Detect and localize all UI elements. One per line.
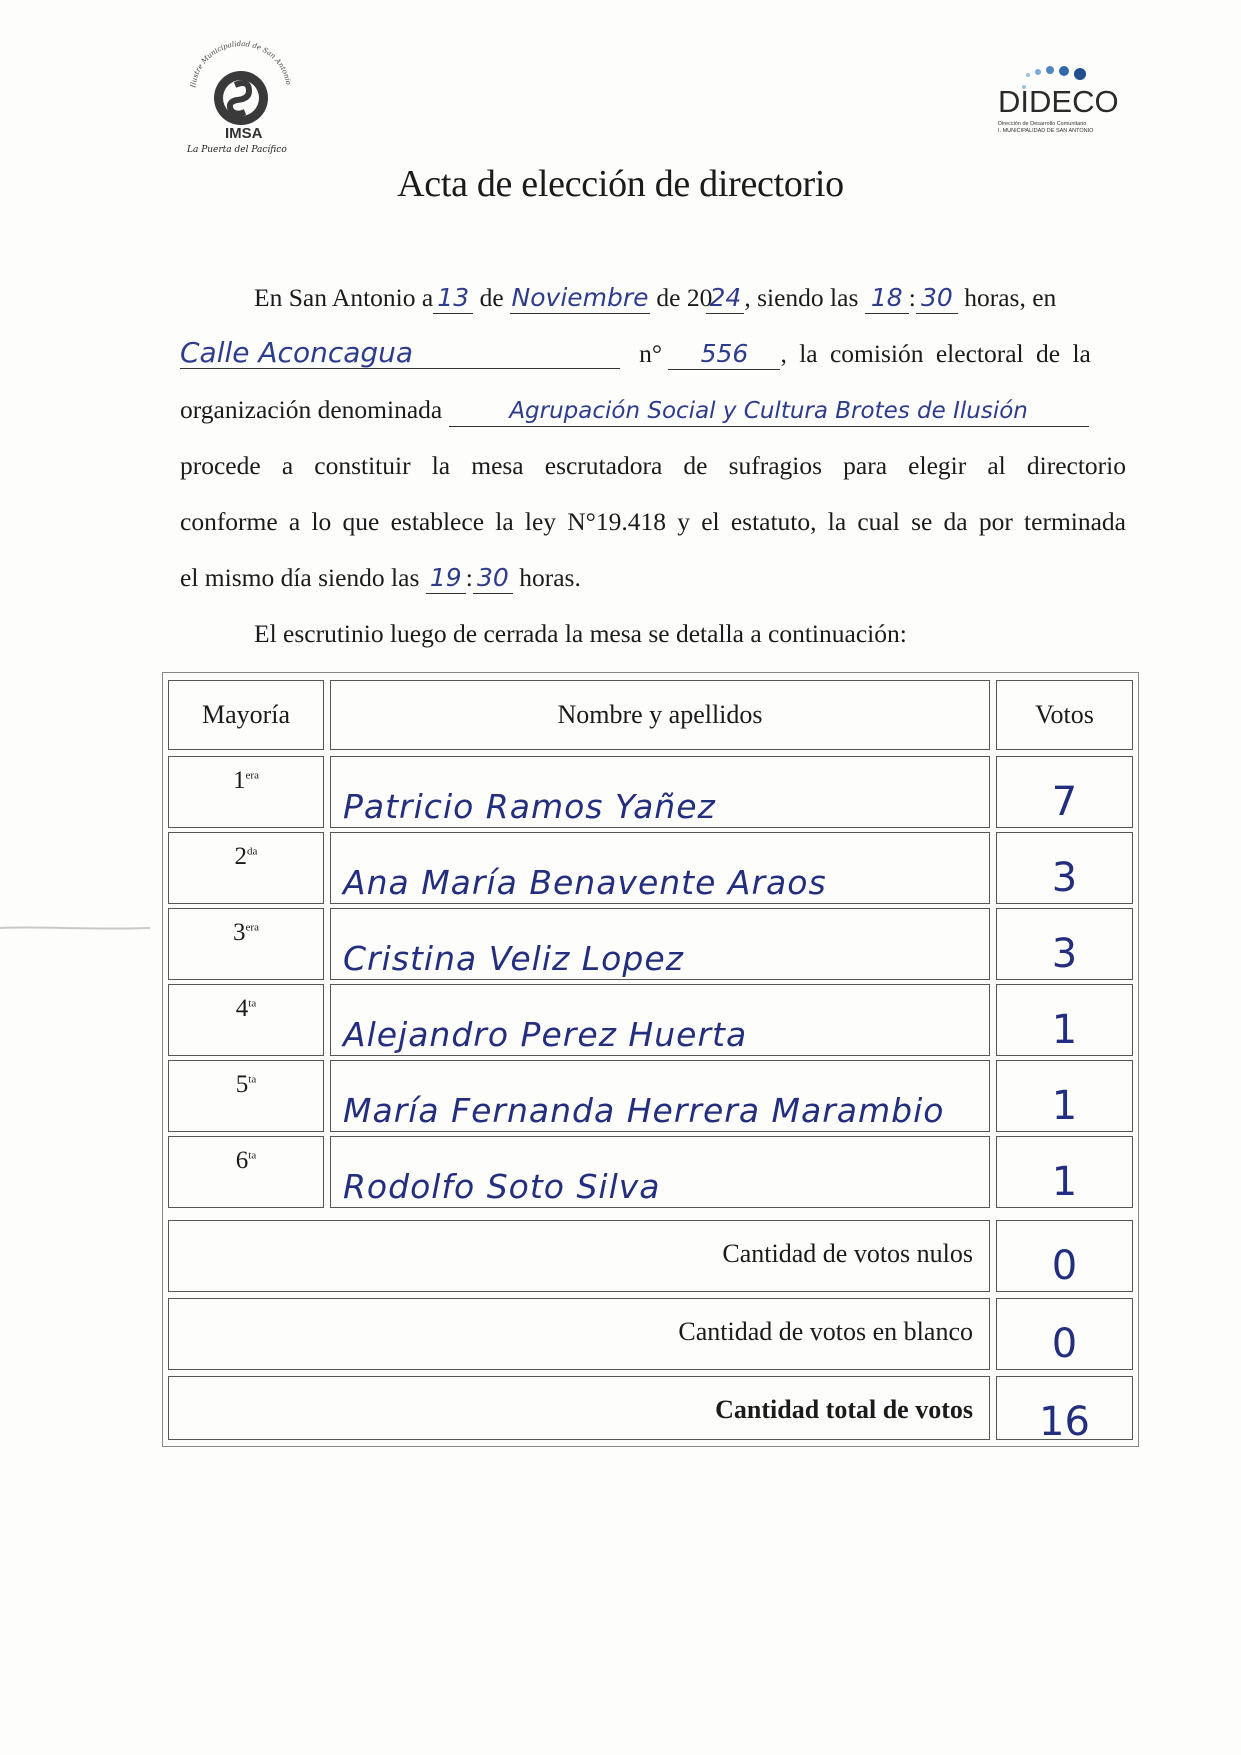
- text-year-prefix: de 20: [656, 283, 713, 312]
- row-candidate-name: Ana María Benavente Araos: [330, 832, 990, 904]
- dideco-line1: Dirección de Desarrollo Comunitario: [998, 121, 1087, 127]
- imsa-name: IMSA: [225, 125, 263, 142]
- row-rank: [168, 1136, 324, 1208]
- text-en-san-antonio: En San Antonio a: [254, 283, 434, 312]
- rank-suffix: ta: [248, 1073, 257, 1086]
- header-votos: Votos: [996, 680, 1133, 750]
- rank-suffix: ta: [248, 997, 257, 1010]
- field-org-name: Agrupación Social y Cultura Brotes de Ilusión: [449, 396, 1089, 427]
- rank-number: 2: [234, 843, 248, 870]
- row-candidate-name: Rodolfo Soto Silva: [330, 1136, 990, 1208]
- row-votes: 1: [996, 1136, 1133, 1208]
- rank-number: 1: [233, 767, 246, 794]
- text-horas-en: horas, en: [964, 283, 1057, 312]
- total-votes-label: Cantidad total de votos: [168, 1376, 990, 1440]
- row-rank: [168, 756, 324, 828]
- total-votes-value: 16: [996, 1376, 1133, 1440]
- imsa-logo: [175, 40, 310, 155]
- rank-number: 4: [235, 995, 249, 1022]
- null-votes-value: 0: [996, 1220, 1133, 1292]
- row-candidate-name: Cristina Veliz Lopez: [330, 908, 990, 980]
- row-votes: 1: [996, 984, 1133, 1056]
- imsa-ring-text: Ilustre Municipalidad de San Antonio: [189, 40, 293, 88]
- row-candidate-name: María Fernanda Herrera Marambio: [330, 1060, 990, 1132]
- null-votes-label: Cantidad de votos nulos: [168, 1220, 990, 1292]
- rank-number: 3: [233, 919, 246, 946]
- line-1: En San Antonio a 13 de Noviembre de 2024 , siendo las 18 : 30 horas, en: [254, 283, 1057, 312]
- rank-suffix: da: [247, 845, 258, 858]
- rank-suffix: ta: [248, 1149, 257, 1162]
- field-month: Noviembre: [511, 283, 649, 312]
- row-candidate-name: Alejandro Perez Huerta: [330, 984, 990, 1056]
- line-5: conforme a lo que establece la ley N°19.418 y el estatuto, la cual se da por terminada: [180, 507, 1126, 536]
- row-rank: [168, 908, 324, 980]
- rank-suffix: era: [245, 769, 259, 782]
- row-rank: [168, 1060, 324, 1132]
- imsa-tagline: La Puerta del Pacífico: [187, 145, 287, 155]
- scan-smudge: [0, 925, 150, 931]
- row-votes: 3: [996, 832, 1133, 904]
- text-organizacion: organización denominada: [180, 395, 443, 424]
- field-street: Calle Aconcagua: [180, 338, 620, 369]
- line-2: [180, 326, 1091, 382]
- blank-votes-label: Cantidad de votos en blanco: [168, 1298, 990, 1370]
- field-year: 24: [706, 283, 744, 314]
- dideco-line2: I. MUNICIPALIDAD DE SAN ANTONIO: [998, 128, 1094, 134]
- row-votes: 1: [996, 1060, 1133, 1132]
- text-numero: n°: [639, 339, 663, 368]
- header-nombre: Nombre y apellidos: [330, 680, 990, 750]
- rank-suffix: era: [245, 921, 259, 934]
- row-votes: 7: [996, 756, 1133, 828]
- field-day: 13: [433, 283, 473, 314]
- field-end-hour: 19: [426, 563, 466, 594]
- line-6: el mismo día siendo las 19 : 30 horas.: [180, 563, 581, 592]
- row-rank: [168, 832, 324, 904]
- text-de: de: [479, 283, 504, 312]
- field-number: 556: [668, 339, 780, 370]
- rank-number: 6: [235, 1147, 249, 1174]
- text-comision: , la comisión electoral de la: [780, 339, 1091, 368]
- dideco-name: DIDECO: [998, 84, 1119, 119]
- row-rank: [168, 984, 324, 1056]
- text-siendo-las: , siendo las: [744, 283, 859, 312]
- line-3: [180, 382, 1089, 438]
- results-table: [162, 672, 1139, 1447]
- blank-votes-value: 0: [996, 1298, 1133, 1370]
- field-start-min: 30: [916, 283, 958, 314]
- dideco-logo: [990, 60, 1130, 145]
- document-title: Acta de elección de directorio: [397, 163, 844, 205]
- text-horas: horas.: [519, 563, 581, 592]
- field-start-hour: 18: [865, 283, 909, 314]
- row-votes: 3: [996, 908, 1133, 980]
- header-mayoria: Mayoría: [168, 680, 324, 750]
- line-4: procede a constituir la mesa escrutadora de sufragios para elegir al directorio: [180, 451, 1126, 480]
- rank-number: 5: [235, 1071, 249, 1098]
- line-7: El escrutinio luego de cerrada la mesa se detalla a continuación:: [254, 619, 907, 648]
- text-mismo-dia: el mismo día siendo las: [180, 563, 420, 592]
- field-end-min: 30: [473, 563, 513, 594]
- row-candidate-name: Patricio Ramos Yañez: [330, 756, 990, 828]
